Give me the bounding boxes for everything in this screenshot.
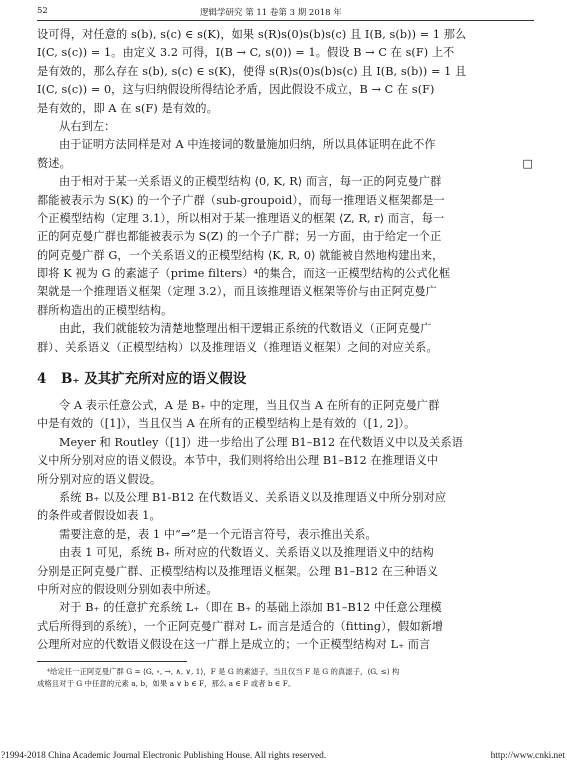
text-line: 中是有效的（[1]），当且仅当 A 在所有的正模型结构上是有效的（[1, 2]）。 — [37, 417, 416, 431]
text-line: Meyer 和 Routley（[1]）进一步给出了公理 B1–B12 在代数语义中以及关系语 — [59, 435, 464, 449]
journal-running-title: 逻辑学研究 第 11 卷第 3 期 2018 年 — [200, 8, 342, 18]
text-line: 正的阿克曼广群也都能被表示为 S(Z) 的一个子广群；另一方面，由于给定一个正 — [37, 230, 442, 244]
text-line: 由于相对于某一关系语义的正模型结构 ⟨0, K, R⟩ 而言，每一正的阿克曼广群 — [59, 175, 442, 189]
section-heading — [37, 369, 533, 389]
text-line: 设可得，对任意的 s(b), s(c) ∈ s(K)，如果 s(R)s(0)s(b)s(c) 且 I(B, s(b)) = 1 那么 — [37, 28, 467, 41]
text-line: 由表 1 可见，系统 B₊ 所对应的代数语义、关系语义以及推理语义中的结构 — [59, 546, 434, 560]
rtl-heading: 从右到左： — [59, 119, 116, 133]
copyright-notice: ?1994-2018 China Academic Journal Electronic Publishing House. All rights reserved. — [1, 751, 327, 761]
text-line: 对于 B₊ 的任意扩充系统 L₊（即在 B₊ 的基础上添加 B1–B12 中任意公理模 — [59, 601, 442, 615]
running-header — [37, 6, 534, 21]
text-span: 赘述。 — [37, 156, 71, 170]
qed-symbol: □ — [522, 156, 533, 170]
section-number: 4 — [37, 371, 47, 388]
text-line: 由此，我们就能较为清楚地整理出相干逻辑正系统的代数语义（正阿克曼广 — [59, 322, 432, 336]
text-line: 令 A 表示任意公式，A 是 B₊ 中的定理，当且仅当 A 在所有的正阿克曼广群 — [59, 399, 440, 413]
proof-paragraph — [37, 26, 533, 118]
text-line: 架就是一个推理语义框架（定理 3.2），而且该推理语义框架等价与由正阿克曼广 — [37, 285, 437, 299]
text-line: 的阿克曼广群 G，一个关系语义的正模型结构 ⟨K, R, 0⟩ 就能被自然地构建出来， — [37, 248, 444, 262]
text-line: 都能被表示为 S(K) 的一个子广群（sub-groupoid），而每一推理语义框架都是一 — [37, 193, 445, 207]
text-line: 系统 B₊ 以及公理 B1-B12 在代数语义、关系语义以及推理语义中所分别对应 — [59, 490, 447, 504]
text-line: I(C, s(c)) = 1。由定义 3.2 可得，I(B → C, s(0)) = 1。假设 B → C 在 s(F) 上不 — [37, 46, 455, 60]
footnote-line: ⁴给定任一正阿克曼广群 G = ⟨G, ∘, →, ∧, ∨, 1⟩，F 是 G 的素滤子，当且仅当 F 是 G 的真滤子，⟨G, ≤⟩ 构 — [47, 666, 400, 676]
text-line-with-qed — [37, 155, 533, 173]
text-line: 公理所对应的代数语义假设在这一广群上是成立的；一个正模型结构对 L₊ 而言 — [37, 638, 431, 652]
summary-paragraph — [37, 320, 533, 357]
text-line: 由于证明方法同样是对 A 中连接词的数量施加归纳，所以具体证明在此不作 — [59, 138, 436, 152]
text-line: I(C, s(c)) = 0，这与归纳假设所得结论矛盾，因此假设不成立，B → C 在 s(F) — [37, 83, 435, 97]
text-line: 中所对应的假设则分别如表中所述。 — [37, 582, 218, 596]
text-line: 群）、关系语义（正模型结构）以及推理语义（推理语义框架）之间的对应关系。 — [37, 340, 438, 354]
publisher-url: http://www.cnki.net — [490, 751, 565, 761]
footnote-line: 成格且对于 G 中任意的元素 a, b，如果 a ∨ b ∈ F，那么 a ∈ F 或者 b ∈ F。 — [37, 678, 296, 688]
page-content — [37, 26, 533, 690]
correspondence-paragraph — [37, 173, 533, 320]
text-line: 的条件或者假设如表 1。 — [37, 509, 161, 523]
text-line: 个正模型结构（定理 3.1），所以相对于某一推理语义的框架 ⟨Z, R, r⟩ 而言，每一 — [37, 211, 445, 225]
text-line: 式后所得到的系统），一个正阿克曼广群对 L₊ 而言是适合的（fitting），假如新增 — [37, 619, 444, 633]
text-line: 义中所分别对应的语义假设。本节中，我们则将给出公理 B1–B12 在推理语义中 — [37, 454, 439, 468]
text-line: 所分别对应的语义假设。 — [37, 472, 162, 486]
text-line: 是有效的，那么存在 s(b), s(c) ∈ s(K)，使得 s(R)s(0)s(b)s(c) 且 I(B, s(b)) = 1 且 — [37, 64, 467, 78]
text-line: 需要注意的是，表 1 中“⇒”是一个元语言符号，表示推出关系。 — [59, 527, 377, 541]
text-line: 群所构造出的正模型结构。 — [37, 303, 173, 317]
text-line: 是有效的，即 A 在 s(F) 是有效的。 — [37, 101, 218, 115]
text-line: 即将 K 视为 G 的素滤子（prime filters）⁴的集合，而这一正模型结构的公式化框 — [37, 267, 451, 281]
footnote-divider — [37, 661, 187, 662]
page-number: 52 — [37, 6, 48, 16]
section-title: B₊ 及其扩充所对应的语义假设 — [61, 371, 247, 388]
text-line: 分别是正阿克曼广群、正模型结构以及推理语义框架。公理 B1–B12 在三种语义 — [37, 564, 439, 578]
